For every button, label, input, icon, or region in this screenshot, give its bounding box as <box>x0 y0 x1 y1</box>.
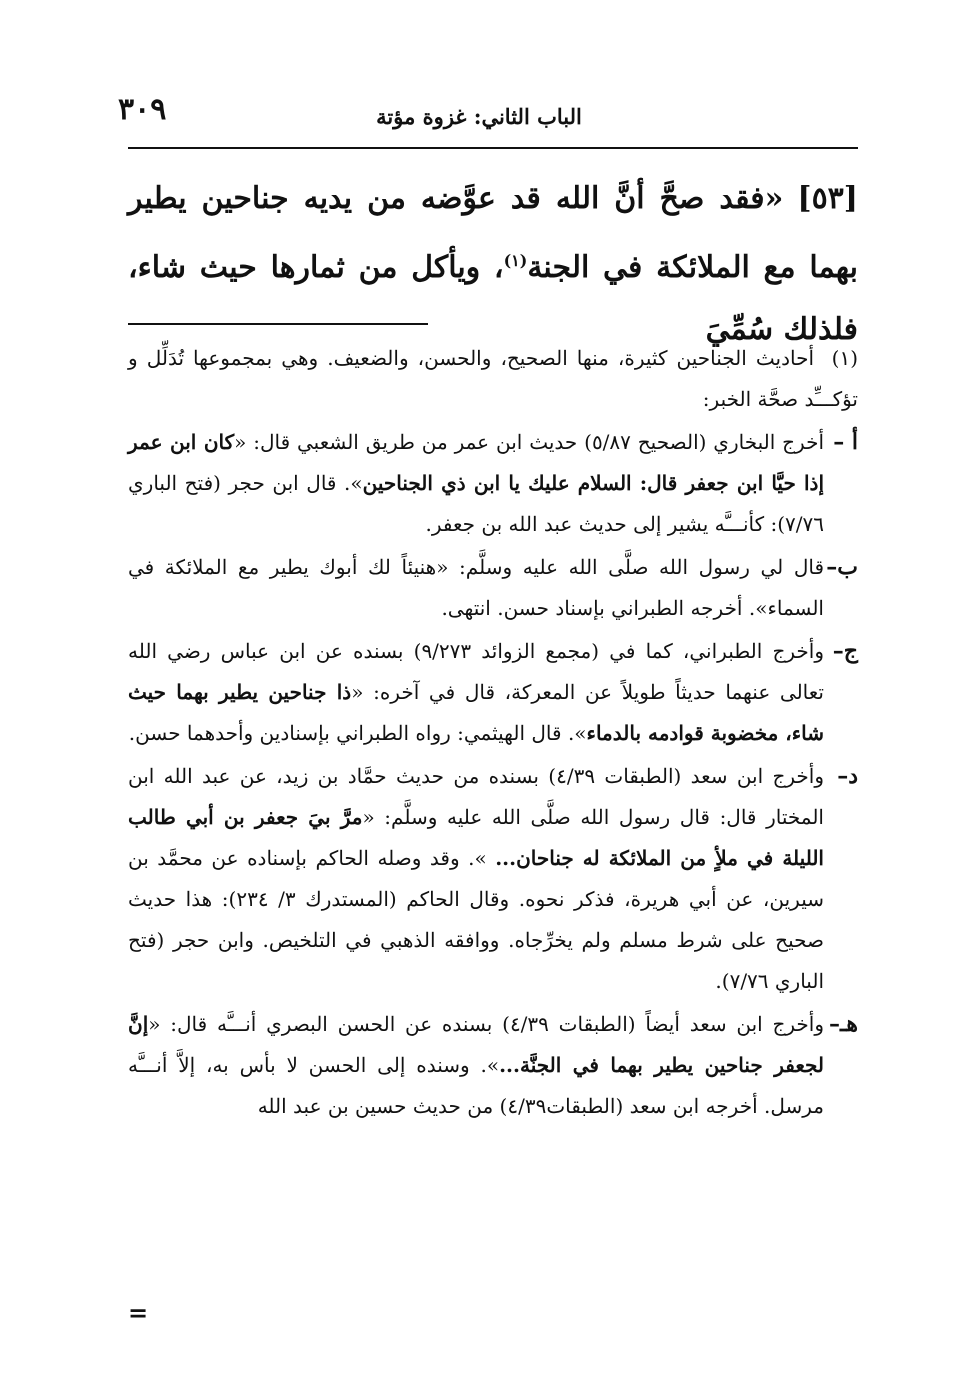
item-quote: ذا جناحين يطير بهما حيث شاء، مخضوبة قوادمه بالدماء <box>128 680 824 745</box>
footnote-item-b <box>128 547 858 629</box>
item-text: ». وقد وصله الحاكم بإسناده عن محمَّد بن سيرين، عن أبي هريرة، فذكر نحوه. وقال الحاكم (المستدرك ٣/ ٢٣٤): هذا حديث صحيح على شرط مسلم ولم يخرِّجاه. ووافقه الذهبي في التلخيص. وابن حجر (فتح الباري ٧/٧٦). <box>128 846 824 993</box>
footnotes <box>128 338 858 1127</box>
item-quote: إنَّ لجعفر جناحين يطير بهما في الجنَّة... <box>128 1012 824 1077</box>
item-text: وأخرج ابن سعد (الطبقات ٤/٣٩) بسنده من حديث حمَّاد بن زيد، عن عبد الله ابن المختار قال: قال رسول الله صلَّى الله عليه وسلَّم: « <box>128 764 824 829</box>
footnote-intro-text: أحاديث الجناحين كثيرة، منها الصحيح، والحسن، والضعيف. وهي بمجموعها تُدَلِّل و تؤكـــِّد صحَّة الخبر: <box>128 346 858 411</box>
footnote-item-a <box>128 422 858 545</box>
item-letter: ج– <box>832 638 858 664</box>
item-text: وأخرج ابن سعد أيضاً (الطبقات ٤/٣٩) بسنده عن الحسن البصري أنـــَّه قال: « <box>148 1012 825 1036</box>
item-letter: ب– <box>826 554 858 580</box>
footnote-item-e <box>128 1004 858 1127</box>
item-text: ». قال الهيثمي: رواه الطبراني بإسنادين وأحدهما حسن. <box>128 721 587 745</box>
item-letter: أ – <box>833 429 858 455</box>
item-text: أخرج البخاري (الصحيح ٥/٨٧) حديث ابن عمر من طريق الشعبي قال: « <box>234 430 825 454</box>
footnote-marker: (١) <box>831 346 858 370</box>
paragraph-number: [٥٣] <box>797 181 858 216</box>
main-paragraph <box>128 168 858 361</box>
item-quote: كان ابن عمر إذا حيَّا ابن جعفر قال: السلام عليك يا ابن ذي الجناحين <box>128 430 825 495</box>
footnote-intro <box>128 338 858 420</box>
main-text-1: «فقد صحَّ أنَّ الله قد عوَّضه من يديه جناحين يطير بهما مع الملائكة في الجنة <box>128 181 858 285</box>
continuation-mark: = <box>128 1298 149 1327</box>
item-text: ». قال ابن حجر (فتح الباري ٧/٧٦): كأنـــَّه يشير إلى حديث عبد الله بن جعفر. <box>128 471 824 536</box>
header-divider <box>128 147 858 149</box>
item-letter: هـ– <box>828 1011 858 1037</box>
main-text-2: ، ويأكل من ثمارها حيث شاء، فلذلك سُمِّيَ <box>128 250 858 347</box>
footnote-reference[interactable]: (١) <box>503 251 528 270</box>
page-number: ٣٠٩ <box>118 92 167 127</box>
item-text: ». وسنده إلى الحسن لا بأس به، إلاَّ أنـــَّه مرسل. أخرجه ابن سعد (الطبقات٤/٣٩) من حديث حسين بن عبد الله <box>128 1053 824 1118</box>
item-letter: د– <box>837 763 858 789</box>
footnote-item-c <box>128 631 858 754</box>
item-text: وأخرج الطبراني، كما في (مجمع الزوائد ٩/٢٧٣) بسنده عن ابن عباس رضي الله تعالى عنهما حديثاً طويلاً عن المعركة، قال في آخره: « <box>128 639 824 704</box>
item-quote: مرَّ بيَ جعفر بن أبي طالب الليلة في ملأٍ من الملائكة له جناحان... <box>128 805 824 870</box>
chapter-title: الباب الثاني: غزوة مؤتة <box>376 104 582 129</box>
footnote-divider <box>128 323 428 325</box>
footnote-item-d <box>128 756 858 1002</box>
item-text: قال لي رسول الله صلَّى الله عليه وسلَّم: «هنيئاً لك أبوك يطير مع الملائكة في السماء». أخرجه الطبراني بإسناد حسن. انتهى. <box>128 555 824 620</box>
